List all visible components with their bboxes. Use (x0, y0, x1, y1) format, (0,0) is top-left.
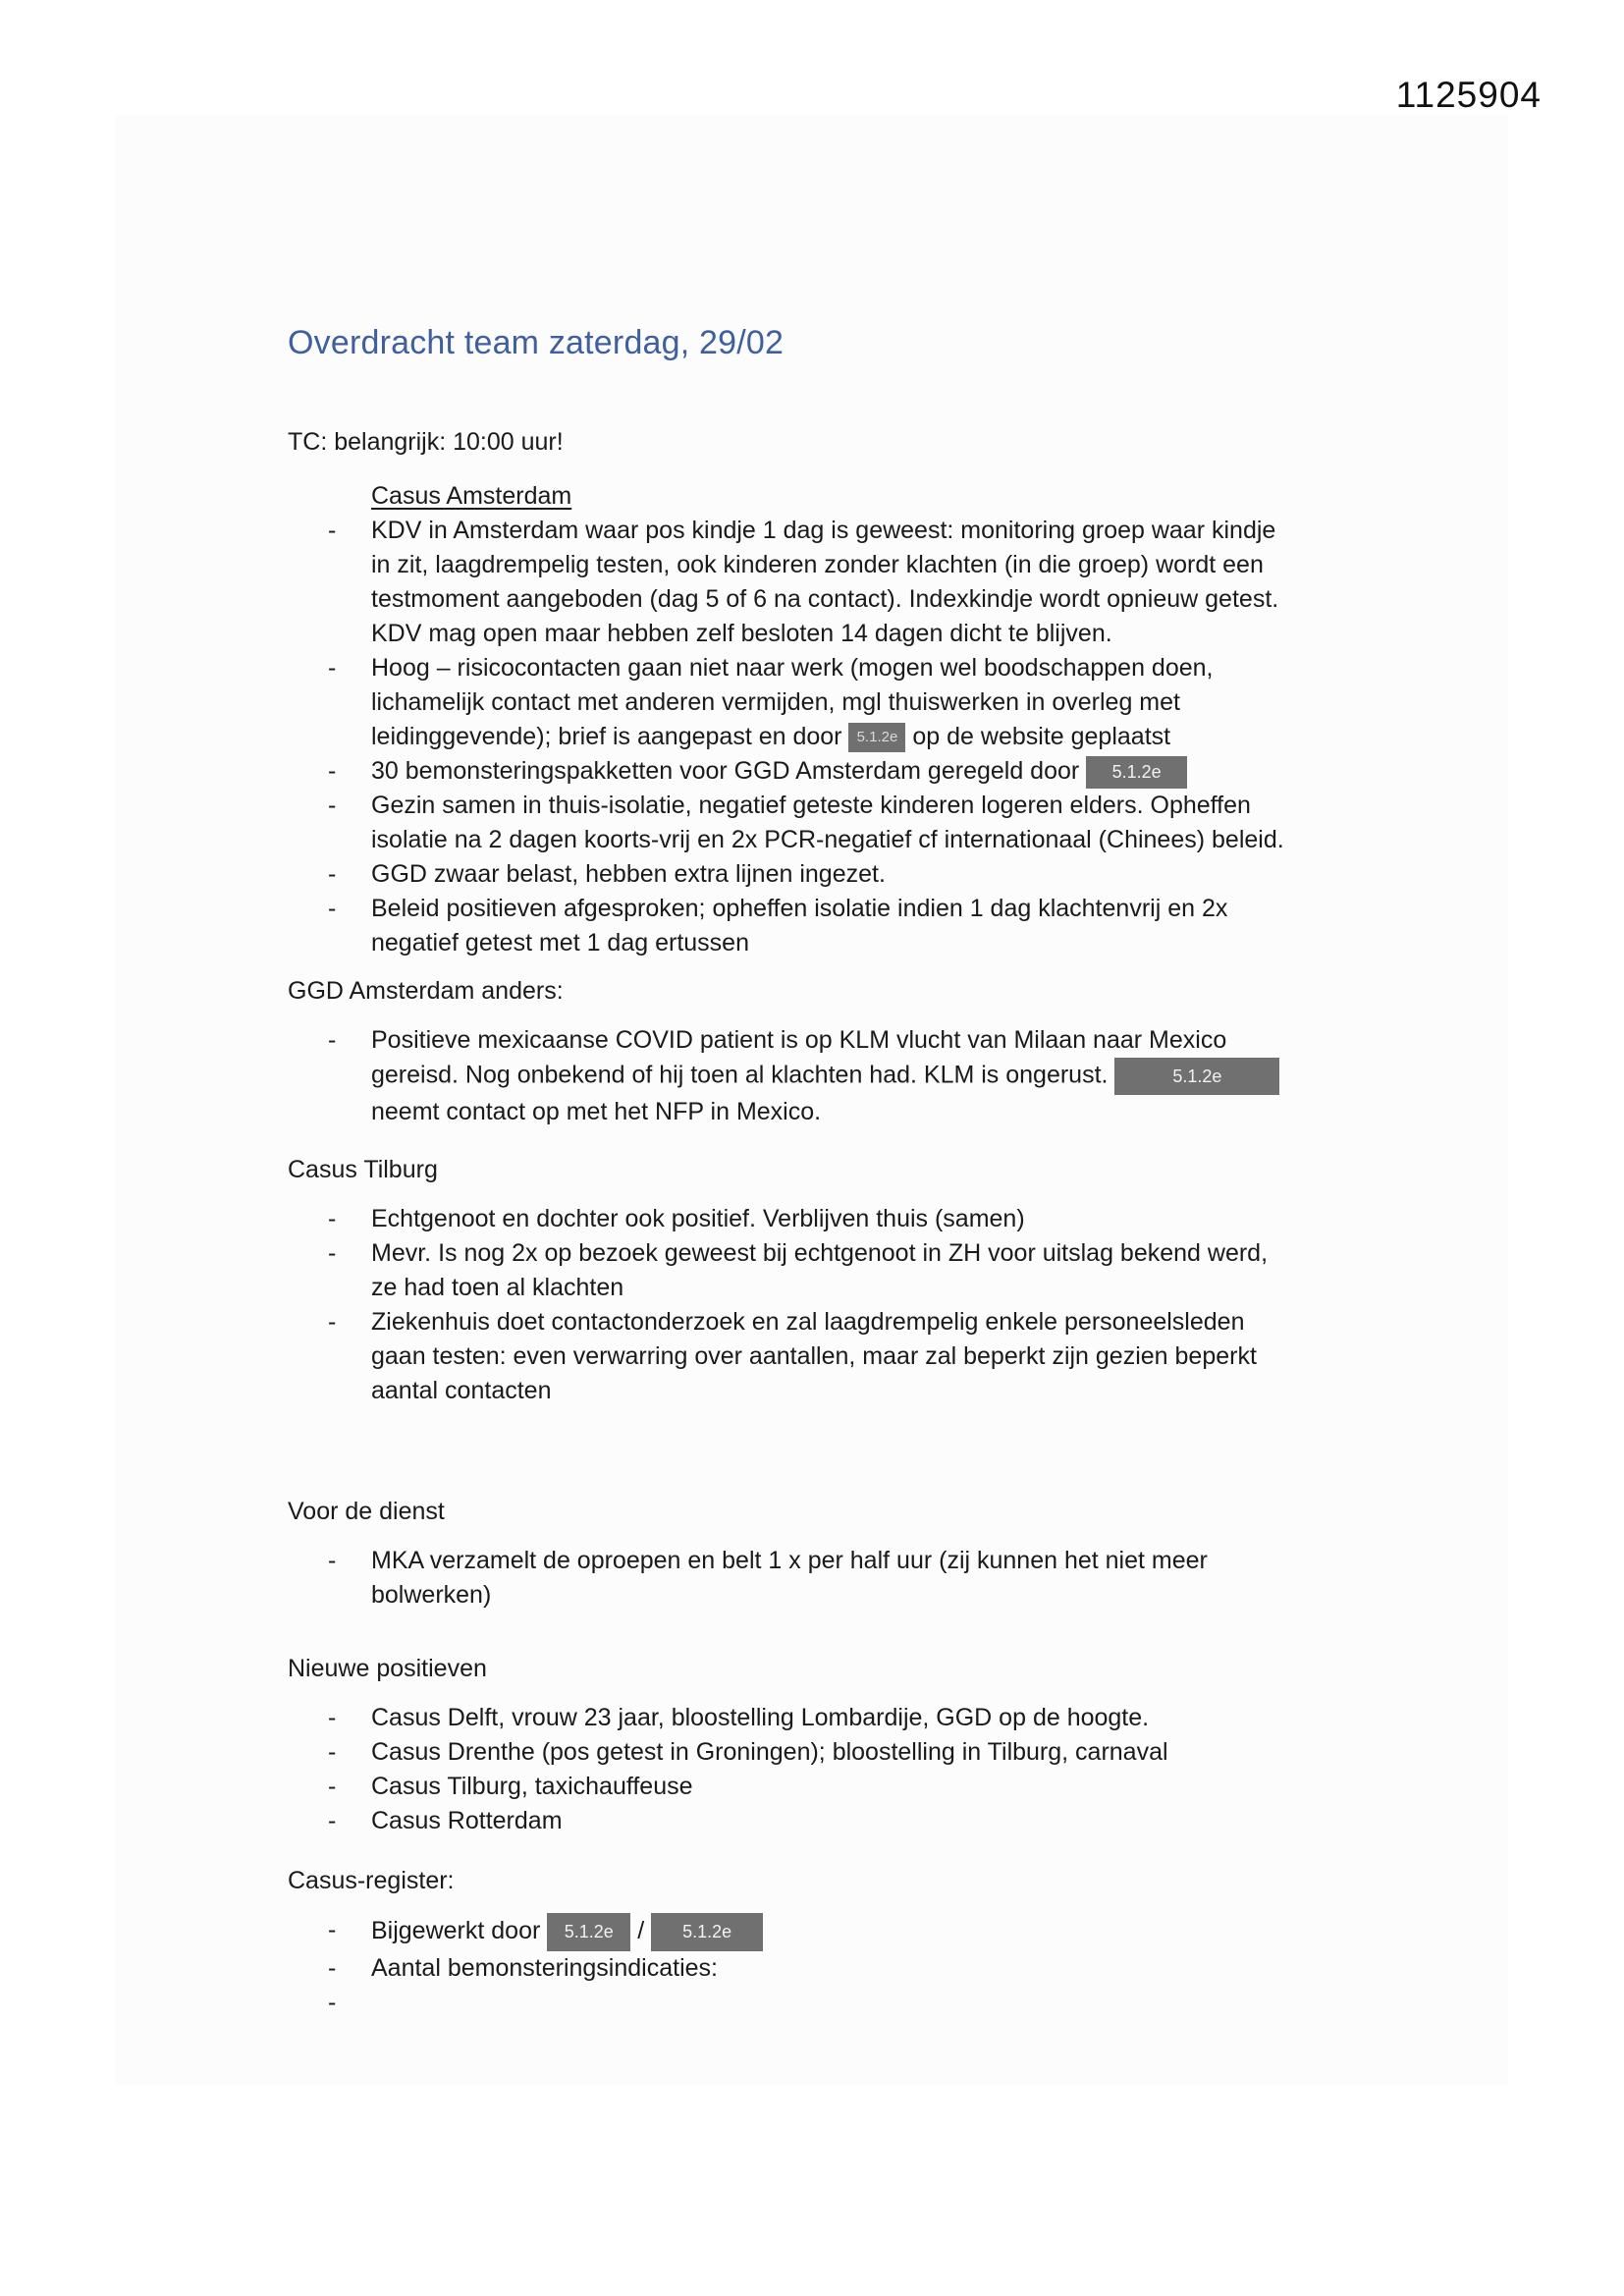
redaction-box: 5.1.2e (1086, 756, 1187, 789)
bullet-item: - Positieve mexicaanse COVID patient is op KLM vlucht van Milaan naar Mexico gereisd. Nog onbekend of hij toen al klachten had. KLM is ongerust. 5.1.2e neemt contact op met het NFP in Mexico. (288, 1023, 1284, 1129)
section-heading: Casus-register: (288, 1867, 455, 1894)
bullet-list (288, 1023, 1284, 1129)
section-heading: Casus Tilburg (288, 1156, 438, 1183)
bullet-item: - Casus Delft, vrouw 23 jaar, bloostelling Lombardije, GGD op de hoogte. (288, 1701, 1284, 1735)
bullet-item: - Aantal bemonsteringsindicaties: (288, 1951, 1284, 1986)
section-casus-amsterdam (288, 479, 1385, 960)
bullet-item: - Gezin samen in thuis-isolatie, negatief geteste kinderen logeren elders. Opheffen isolatie na 2 dagen koorts-vrij en 2x PCR-negatief cf internationaal (Chinees) beleid. (288, 789, 1284, 857)
bullet-item: - Ziekenhuis doet contactonderzoek en zal laagdrempelig enkele personeelsleden gaan testen: even verwarring over aantallen, maar zal beperkt zijn gezien beperkt aantal contacten (288, 1305, 1284, 1408)
section-casus-register (288, 1864, 1385, 2020)
bullet-item: - KDV in Amsterdam waar pos kindje 1 dag is geweest: monitoring groep waar kindje in zit, laagdrempelig testen, ook kinderen zonder klachten (in die groep) wordt een testmoment aangeboden (dag 5 of 6 na contact). Indexkindje wordt opnieuw getest. KDV mag open maar hebben zelf besloten 14 dagen dicht te blijven. (288, 514, 1284, 651)
document-id-number: 1125904 (1395, 75, 1542, 115)
sections-container (288, 479, 1385, 2020)
bullet-item: - GGD zwaar belast, hebben extra lijnen ingezet. (288, 857, 1284, 892)
section-heading: Nieuwe positieven (288, 1655, 487, 1682)
bullet-item: - Casus Tilburg, taxichauffeuse (288, 1770, 1284, 1804)
page-title: Overdracht team zaterdag, 29/02 (288, 324, 785, 361)
section-nieuwe-positieven (288, 1652, 1385, 1838)
section-heading: Voor de dienst (288, 1498, 445, 1525)
redaction-box: 5.1.2e (547, 1913, 630, 1951)
bullet-item: - Echtgenoot en dochter ook positief. Verblijven thuis (samen) (288, 1202, 1284, 1236)
bullet-item: - Casus Rotterdam (288, 1804, 1284, 1838)
bullet-item: - Hoog – risicocontacten gaan niet naar werk (mogen wel boodschappen doen, lichamelijk contact met anderen vermijden, mgl thuiswerken in overleg met leidinggevende); brief is aangepast en door 5.1.2e op de website geplaatst (288, 651, 1284, 754)
section-ggd-amsterdam-anders (288, 974, 1385, 1129)
bullet-list (288, 1913, 1284, 2020)
redaction-box: 5.1.2e (1114, 1058, 1279, 1095)
section-heading: Casus Amsterdam (371, 482, 572, 510)
redaction-box: 5.1.2e (848, 723, 905, 752)
bullet-item: - Bijgewerkt door 5.1.2e / 5.1.2e (288, 1913, 1284, 1951)
document-content (288, 321, 1385, 2020)
section-heading: GGD Amsterdam anders: (288, 977, 564, 1005)
bullet-item: - Beleid positieven afgesproken; opheffen isolatie indien 1 dag klachtenvrij en 2x negatief getest met 1 dag ertussen (288, 892, 1284, 960)
bullet-item: - MKA verzamelt de oproepen en belt 1 x per half uur (zij kunnen het niet meer bolwerken) (288, 1544, 1284, 1613)
section-casus-tilburg (288, 1153, 1385, 1408)
bullet-list (288, 514, 1284, 960)
bullet-item (288, 1986, 1284, 2020)
intro-line: TC: belangrijk: 10:00 uur! (288, 428, 564, 456)
section-voor-de-dienst (288, 1495, 1385, 1613)
bullet-item: - Mevr. Is nog 2x op bezoek geweest bij echtgenoot in ZH voor uitslag bekend werd, ze had toen al klachten (288, 1236, 1284, 1305)
redaction-box: 5.1.2e (651, 1913, 763, 1951)
bullet-item: - 30 bemonsteringspakketten voor GGD Amsterdam geregeld door 5.1.2e (288, 754, 1284, 789)
bullet-list (288, 1202, 1284, 1408)
bullet-item: - Casus Drenthe (pos getest in Groningen); bloostelling in Tilburg, carnaval (288, 1735, 1284, 1770)
bullet-list (288, 1544, 1284, 1613)
bullet-list (288, 1701, 1284, 1838)
